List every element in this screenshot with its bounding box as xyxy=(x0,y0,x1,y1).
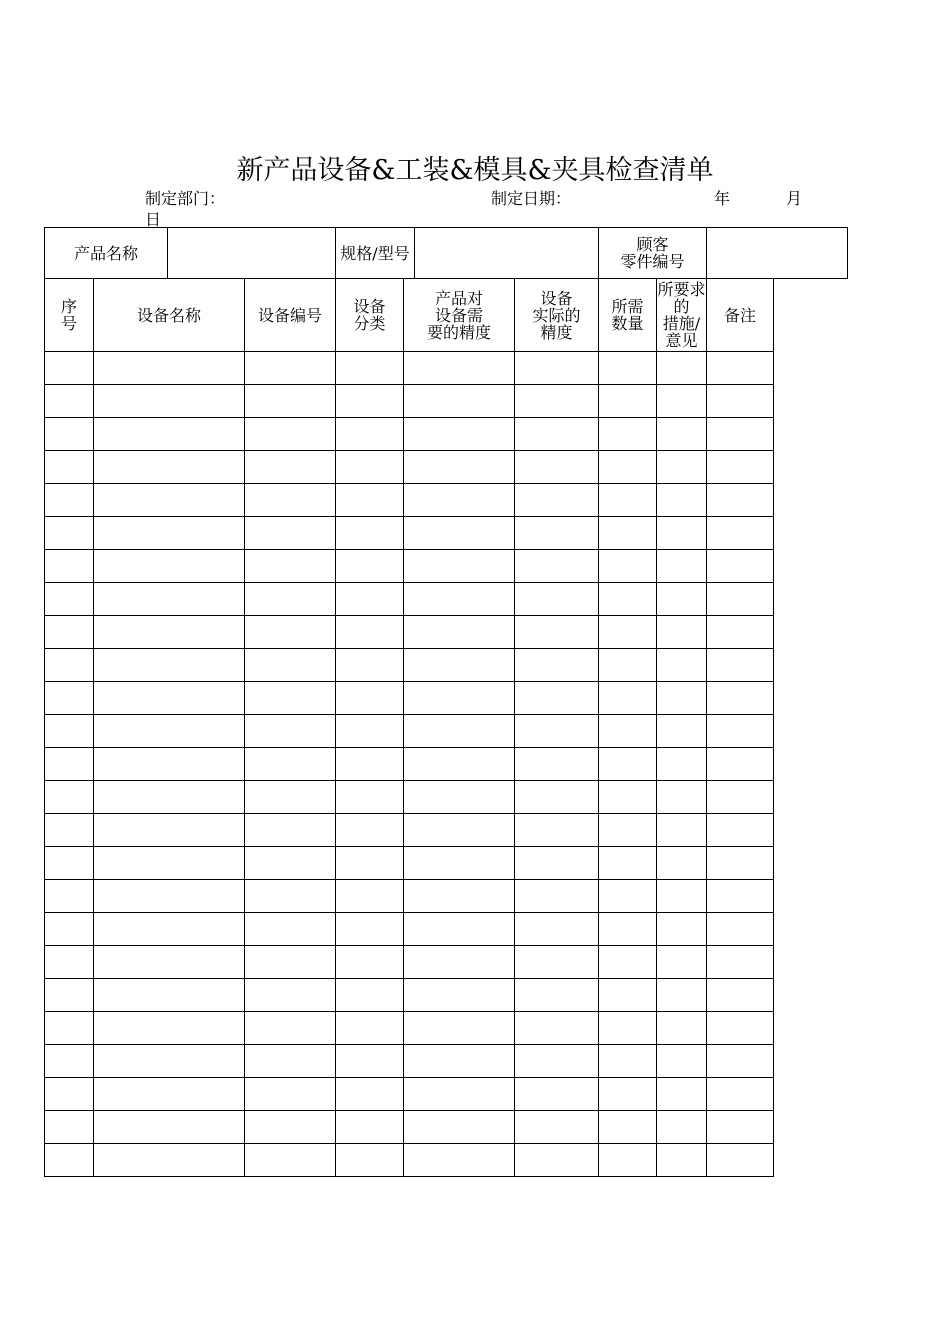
table-cell[interactable] xyxy=(245,352,336,385)
table-cell[interactable] xyxy=(599,847,657,880)
table-cell[interactable] xyxy=(599,913,657,946)
table-cell[interactable] xyxy=(336,649,404,682)
table-cell[interactable] xyxy=(657,1111,707,1144)
table-cell[interactable] xyxy=(245,1144,336,1177)
table-cell[interactable] xyxy=(657,814,707,847)
table-cell[interactable] xyxy=(245,781,336,814)
table-cell[interactable] xyxy=(707,682,774,715)
table-cell[interactable] xyxy=(599,517,657,550)
table-cell[interactable] xyxy=(657,913,707,946)
table-cell[interactable] xyxy=(707,847,774,880)
table-row xyxy=(45,748,848,781)
table-cell[interactable] xyxy=(707,1078,774,1111)
column-header xyxy=(336,279,404,352)
table-cell[interactable] xyxy=(336,1045,404,1078)
table-cell[interactable] xyxy=(599,1012,657,1045)
table-cell[interactable] xyxy=(245,682,336,715)
column-header-line: 要的精度 xyxy=(426,322,491,342)
table-cell[interactable] xyxy=(245,1045,336,1078)
table-cell[interactable] xyxy=(336,1144,404,1177)
table-cell[interactable] xyxy=(657,616,707,649)
day-label: 日 xyxy=(145,210,162,229)
table-cell[interactable] xyxy=(657,649,707,682)
table-cell[interactable] xyxy=(336,550,404,583)
table-cell[interactable] xyxy=(404,847,515,880)
table-cell[interactable] xyxy=(45,946,94,979)
column-header xyxy=(94,279,245,352)
table-cell[interactable] xyxy=(515,418,599,451)
column-header-line: 设备名称 xyxy=(136,305,201,325)
table-cell[interactable] xyxy=(599,946,657,979)
table-cell[interactable] xyxy=(657,748,707,781)
table-cell[interactable] xyxy=(404,550,515,583)
table-cell[interactable] xyxy=(94,814,245,847)
table-cell[interactable] xyxy=(404,913,515,946)
column-header-line: 设备 xyxy=(540,288,573,308)
table-cell[interactable] xyxy=(336,1111,404,1144)
table-cell[interactable] xyxy=(515,682,599,715)
table-cell[interactable] xyxy=(336,616,404,649)
table-cell[interactable] xyxy=(245,847,336,880)
table-cell[interactable] xyxy=(404,814,515,847)
table-cell[interactable] xyxy=(707,352,774,385)
table-cell[interactable] xyxy=(599,583,657,616)
column-header-line: 精度 xyxy=(540,322,573,342)
table-cell[interactable] xyxy=(599,715,657,748)
table-cell[interactable] xyxy=(599,1045,657,1078)
table-cell[interactable] xyxy=(515,550,599,583)
table-cell[interactable] xyxy=(515,1111,599,1144)
table-cell[interactable] xyxy=(94,418,245,451)
column-header xyxy=(599,279,657,352)
table-cell[interactable] xyxy=(94,1078,245,1111)
table-cell[interactable] xyxy=(404,748,515,781)
table-cell[interactable] xyxy=(515,616,599,649)
table-cell[interactable] xyxy=(707,484,774,517)
table-cell[interactable] xyxy=(336,814,404,847)
table-cell[interactable] xyxy=(94,616,245,649)
table-cell[interactable] xyxy=(336,946,404,979)
table-cell[interactable] xyxy=(707,550,774,583)
table-cell[interactable] xyxy=(404,385,515,418)
table-cell[interactable] xyxy=(707,1045,774,1078)
year-label: 年 xyxy=(714,189,731,208)
table-cell[interactable] xyxy=(245,616,336,649)
table-cell[interactable] xyxy=(336,1012,404,1045)
table-cell[interactable] xyxy=(599,1111,657,1144)
department-label: 制定部门： xyxy=(145,189,226,208)
table-cell[interactable] xyxy=(94,550,245,583)
table-cell[interactable] xyxy=(45,649,94,682)
table-row xyxy=(45,913,848,946)
table-cell[interactable] xyxy=(657,1144,707,1177)
table-cell[interactable] xyxy=(336,517,404,550)
table-cell[interactable] xyxy=(599,649,657,682)
table-cell[interactable] xyxy=(707,814,774,847)
table-cell[interactable] xyxy=(404,484,515,517)
table-cell[interactable] xyxy=(245,913,336,946)
table-cell[interactable] xyxy=(45,385,94,418)
table-cell[interactable] xyxy=(599,682,657,715)
table-cell[interactable] xyxy=(657,451,707,484)
column-header-line: 所需 xyxy=(611,297,644,316)
table-cell[interactable] xyxy=(515,880,599,913)
table-cell[interactable] xyxy=(336,1078,404,1111)
table-cell[interactable] xyxy=(245,1111,336,1144)
table-cell[interactable] xyxy=(245,451,336,484)
table-cell[interactable] xyxy=(515,913,599,946)
table-cell[interactable] xyxy=(336,418,404,451)
table-cell[interactable] xyxy=(245,550,336,583)
month-label: 月 xyxy=(786,189,803,208)
table-cell[interactable] xyxy=(515,451,599,484)
table-cell[interactable] xyxy=(404,682,515,715)
column-header xyxy=(657,279,707,352)
table-cell[interactable] xyxy=(336,979,404,1012)
table-cell[interactable] xyxy=(707,946,774,979)
table-cell[interactable] xyxy=(245,484,336,517)
table-cell[interactable] xyxy=(336,682,404,715)
table-cell[interactable] xyxy=(707,1144,774,1177)
table-cell[interactable] xyxy=(45,1012,94,1045)
table-cell[interactable] xyxy=(599,484,657,517)
table-row xyxy=(45,1144,848,1177)
table-cell[interactable] xyxy=(515,649,599,682)
table-cell[interactable] xyxy=(515,814,599,847)
table-cell[interactable] xyxy=(404,781,515,814)
table-cell[interactable] xyxy=(599,451,657,484)
date-label: 制定日期： xyxy=(491,189,572,208)
table-cell[interactable] xyxy=(94,847,245,880)
table-cell[interactable] xyxy=(94,715,245,748)
table-cell[interactable] xyxy=(657,946,707,979)
table-row xyxy=(45,781,848,814)
table-cell[interactable] xyxy=(707,517,774,550)
table-cell[interactable] xyxy=(515,352,599,385)
table-cell[interactable] xyxy=(94,1012,245,1045)
table-cell[interactable] xyxy=(707,418,774,451)
table-cell[interactable] xyxy=(45,847,94,880)
table-cell[interactable] xyxy=(404,1144,515,1177)
table-row xyxy=(45,715,848,748)
table-cell[interactable] xyxy=(599,1078,657,1111)
table-cell[interactable] xyxy=(94,979,245,1012)
table-row xyxy=(45,946,848,979)
column-header-line: 设备编号 xyxy=(257,305,322,325)
page-title: 新产品设备&工装&模具&夹具检查清单 xyxy=(236,155,714,186)
table-cell[interactable] xyxy=(657,352,707,385)
table-row xyxy=(45,352,848,385)
table-cell[interactable] xyxy=(45,715,94,748)
column-header xyxy=(245,279,336,352)
table-cell[interactable] xyxy=(657,418,707,451)
table-cell[interactable] xyxy=(45,1144,94,1177)
table-cell[interactable] xyxy=(599,979,657,1012)
table-cell[interactable] xyxy=(94,1045,245,1078)
table-cell[interactable] xyxy=(45,1111,94,1144)
table-cell[interactable] xyxy=(45,913,94,946)
table-row xyxy=(45,1045,848,1078)
table-cell[interactable] xyxy=(599,880,657,913)
table-row xyxy=(45,517,848,550)
table-cell[interactable] xyxy=(515,1144,599,1177)
table-row xyxy=(45,550,848,583)
table-cell[interactable] xyxy=(45,583,94,616)
table-cell[interactable] xyxy=(657,682,707,715)
table-cell[interactable] xyxy=(336,352,404,385)
table-cell[interactable] xyxy=(45,451,94,484)
table-cell[interactable] xyxy=(94,385,245,418)
table-cell[interactable] xyxy=(515,583,599,616)
table-cell[interactable] xyxy=(245,385,336,418)
table-cell[interactable] xyxy=(94,880,245,913)
table-cell[interactable] xyxy=(45,880,94,913)
column-header-line: 数量 xyxy=(611,314,644,333)
table-cell[interactable] xyxy=(404,979,515,1012)
table-cell[interactable] xyxy=(657,1012,707,1045)
table-cell[interactable] xyxy=(657,847,707,880)
table-cell[interactable] xyxy=(657,550,707,583)
table-cell[interactable] xyxy=(707,583,774,616)
table-cell[interactable] xyxy=(599,781,657,814)
table-cell[interactable] xyxy=(404,616,515,649)
table-row xyxy=(45,979,848,1012)
table-cell[interactable] xyxy=(404,1045,515,1078)
customer-part-label-line: 零件编号 xyxy=(620,252,685,271)
table-cell[interactable] xyxy=(707,913,774,946)
table-cell[interactable] xyxy=(94,946,245,979)
table-cell[interactable] xyxy=(94,913,245,946)
table-cell[interactable] xyxy=(336,880,404,913)
table-cell[interactable] xyxy=(515,979,599,1012)
table-cell[interactable] xyxy=(515,1078,599,1111)
table-cell[interactable] xyxy=(94,748,245,781)
table-cell[interactable] xyxy=(45,748,94,781)
table-row xyxy=(45,451,848,484)
table-cell[interactable] xyxy=(707,1111,774,1144)
table-cell[interactable] xyxy=(657,979,707,1012)
table-cell[interactable] xyxy=(94,352,245,385)
table-cell[interactable] xyxy=(515,781,599,814)
column-header-line: 设备 xyxy=(353,297,386,316)
column-header-line: 实际的 xyxy=(532,305,581,325)
table-row xyxy=(45,880,848,913)
table-cell[interactable] xyxy=(404,1078,515,1111)
table-cell[interactable] xyxy=(707,1012,774,1045)
spec-model-label: 规格/型号 xyxy=(336,228,415,279)
table-row xyxy=(45,847,848,880)
table-cell[interactable] xyxy=(599,748,657,781)
table-cell[interactable] xyxy=(657,781,707,814)
column-header-line: 分类 xyxy=(353,314,386,333)
table-cell[interactable] xyxy=(245,814,336,847)
column-header xyxy=(45,279,94,352)
table-cell[interactable] xyxy=(336,715,404,748)
table-row xyxy=(45,1111,848,1144)
table-cell[interactable] xyxy=(404,946,515,979)
table-cell[interactable] xyxy=(245,946,336,979)
table-cell[interactable] xyxy=(404,418,515,451)
table-row xyxy=(45,484,848,517)
table-cell[interactable] xyxy=(599,616,657,649)
table-cell[interactable] xyxy=(707,649,774,682)
column-header-line: 号 xyxy=(60,314,77,333)
table-row xyxy=(45,385,848,418)
table-cell[interactable] xyxy=(515,484,599,517)
table-cell[interactable] xyxy=(45,616,94,649)
table-cell[interactable] xyxy=(657,715,707,748)
table-cell[interactable] xyxy=(336,385,404,418)
table-cell[interactable] xyxy=(94,484,245,517)
table-cell[interactable] xyxy=(245,1012,336,1045)
table-cell[interactable] xyxy=(45,517,94,550)
table-cell[interactable] xyxy=(245,649,336,682)
table-cell[interactable] xyxy=(657,1078,707,1111)
column-header-line: 备注 xyxy=(723,305,756,325)
table-cell[interactable] xyxy=(336,484,404,517)
table-cell[interactable] xyxy=(45,418,94,451)
table-cell[interactable] xyxy=(45,979,94,1012)
table-row xyxy=(45,1012,848,1045)
customer-part-number-label xyxy=(599,228,707,279)
product-name-field[interactable] xyxy=(168,228,336,279)
table-cell[interactable] xyxy=(657,385,707,418)
table-cell[interactable] xyxy=(245,880,336,913)
table-cell[interactable] xyxy=(404,583,515,616)
table-row xyxy=(45,649,848,682)
table-cell[interactable] xyxy=(515,385,599,418)
table-cell[interactable] xyxy=(657,517,707,550)
table-cell[interactable] xyxy=(94,517,245,550)
table-cell[interactable] xyxy=(94,451,245,484)
table-cell[interactable] xyxy=(404,1111,515,1144)
table-cell[interactable] xyxy=(599,814,657,847)
table-cell[interactable] xyxy=(707,880,774,913)
table-cell[interactable] xyxy=(707,715,774,748)
column-header xyxy=(707,279,774,352)
table-cell[interactable] xyxy=(707,385,774,418)
table-cell[interactable] xyxy=(707,781,774,814)
column-header-row xyxy=(45,279,848,352)
column-header-line: 所要求的 xyxy=(657,280,706,316)
column-header-line: 序 xyxy=(60,297,77,316)
table-cell[interactable] xyxy=(245,418,336,451)
table-cell[interactable] xyxy=(657,1045,707,1078)
table-cell[interactable] xyxy=(599,550,657,583)
table-cell[interactable] xyxy=(94,649,245,682)
table-cell[interactable] xyxy=(336,451,404,484)
table-cell[interactable] xyxy=(515,946,599,979)
table-cell[interactable] xyxy=(245,1078,336,1111)
table-cell[interactable] xyxy=(515,517,599,550)
table-cell[interactable] xyxy=(94,1111,245,1144)
table-cell[interactable] xyxy=(336,913,404,946)
table-cell[interactable] xyxy=(515,847,599,880)
table-cell[interactable] xyxy=(515,748,599,781)
column-header xyxy=(404,279,515,352)
column-header-line: 设备需 xyxy=(434,305,483,325)
table-row xyxy=(45,583,848,616)
table-cell[interactable] xyxy=(245,979,336,1012)
table-cell[interactable] xyxy=(336,781,404,814)
column-header-line: 产品对 xyxy=(434,288,483,308)
table-cell[interactable] xyxy=(45,1078,94,1111)
table-cell[interactable] xyxy=(707,616,774,649)
table-cell[interactable] xyxy=(404,451,515,484)
table-cell[interactable] xyxy=(707,979,774,1012)
table-cell[interactable] xyxy=(599,1144,657,1177)
spec-model-field[interactable] xyxy=(415,228,599,279)
table-cell[interactable] xyxy=(599,352,657,385)
table-row xyxy=(45,814,848,847)
table-cell[interactable] xyxy=(657,484,707,517)
table-cell[interactable] xyxy=(404,517,515,550)
table-cell[interactable] xyxy=(45,352,94,385)
product-name-label: 产品名称 xyxy=(45,228,168,279)
table-cell[interactable] xyxy=(599,418,657,451)
table-cell[interactable] xyxy=(599,385,657,418)
table-cell[interactable] xyxy=(245,517,336,550)
table-cell[interactable] xyxy=(657,583,707,616)
table-cell[interactable] xyxy=(404,1012,515,1045)
table-cell[interactable] xyxy=(45,781,94,814)
column-header-line: 措施/意见 xyxy=(662,314,701,350)
table-cell[interactable] xyxy=(94,583,245,616)
table-cell[interactable] xyxy=(245,748,336,781)
table-cell[interactable] xyxy=(245,583,336,616)
table-row xyxy=(45,616,848,649)
product-info-row xyxy=(45,228,848,279)
table-cell[interactable] xyxy=(515,1045,599,1078)
table-cell[interactable] xyxy=(404,649,515,682)
table-cell[interactable] xyxy=(94,781,245,814)
table-cell[interactable] xyxy=(45,1045,94,1078)
table-cell[interactable] xyxy=(707,748,774,781)
customer-part-label-line: 顾客 xyxy=(636,235,669,254)
table-cell[interactable] xyxy=(707,451,774,484)
table-cell[interactable] xyxy=(45,484,94,517)
table-cell[interactable] xyxy=(94,1144,245,1177)
table-cell[interactable] xyxy=(245,715,336,748)
table-cell[interactable] xyxy=(45,682,94,715)
customer-part-number-field[interactable] xyxy=(707,228,848,279)
table-cell[interactable] xyxy=(657,880,707,913)
table-cell[interactable] xyxy=(515,1012,599,1045)
checklist-table xyxy=(44,227,848,1177)
table-cell[interactable] xyxy=(404,880,515,913)
table-cell[interactable] xyxy=(45,814,94,847)
table-cell[interactable] xyxy=(45,550,94,583)
table-cell[interactable] xyxy=(94,682,245,715)
table-row xyxy=(45,1078,848,1111)
table-cell[interactable] xyxy=(336,748,404,781)
table-row xyxy=(45,682,848,715)
table-cell[interactable] xyxy=(515,715,599,748)
table-cell[interactable] xyxy=(336,847,404,880)
column-header xyxy=(515,279,599,352)
table-row xyxy=(45,418,848,451)
table-cell[interactable] xyxy=(336,583,404,616)
table-cell[interactable] xyxy=(404,715,515,748)
table-cell[interactable] xyxy=(404,352,515,385)
